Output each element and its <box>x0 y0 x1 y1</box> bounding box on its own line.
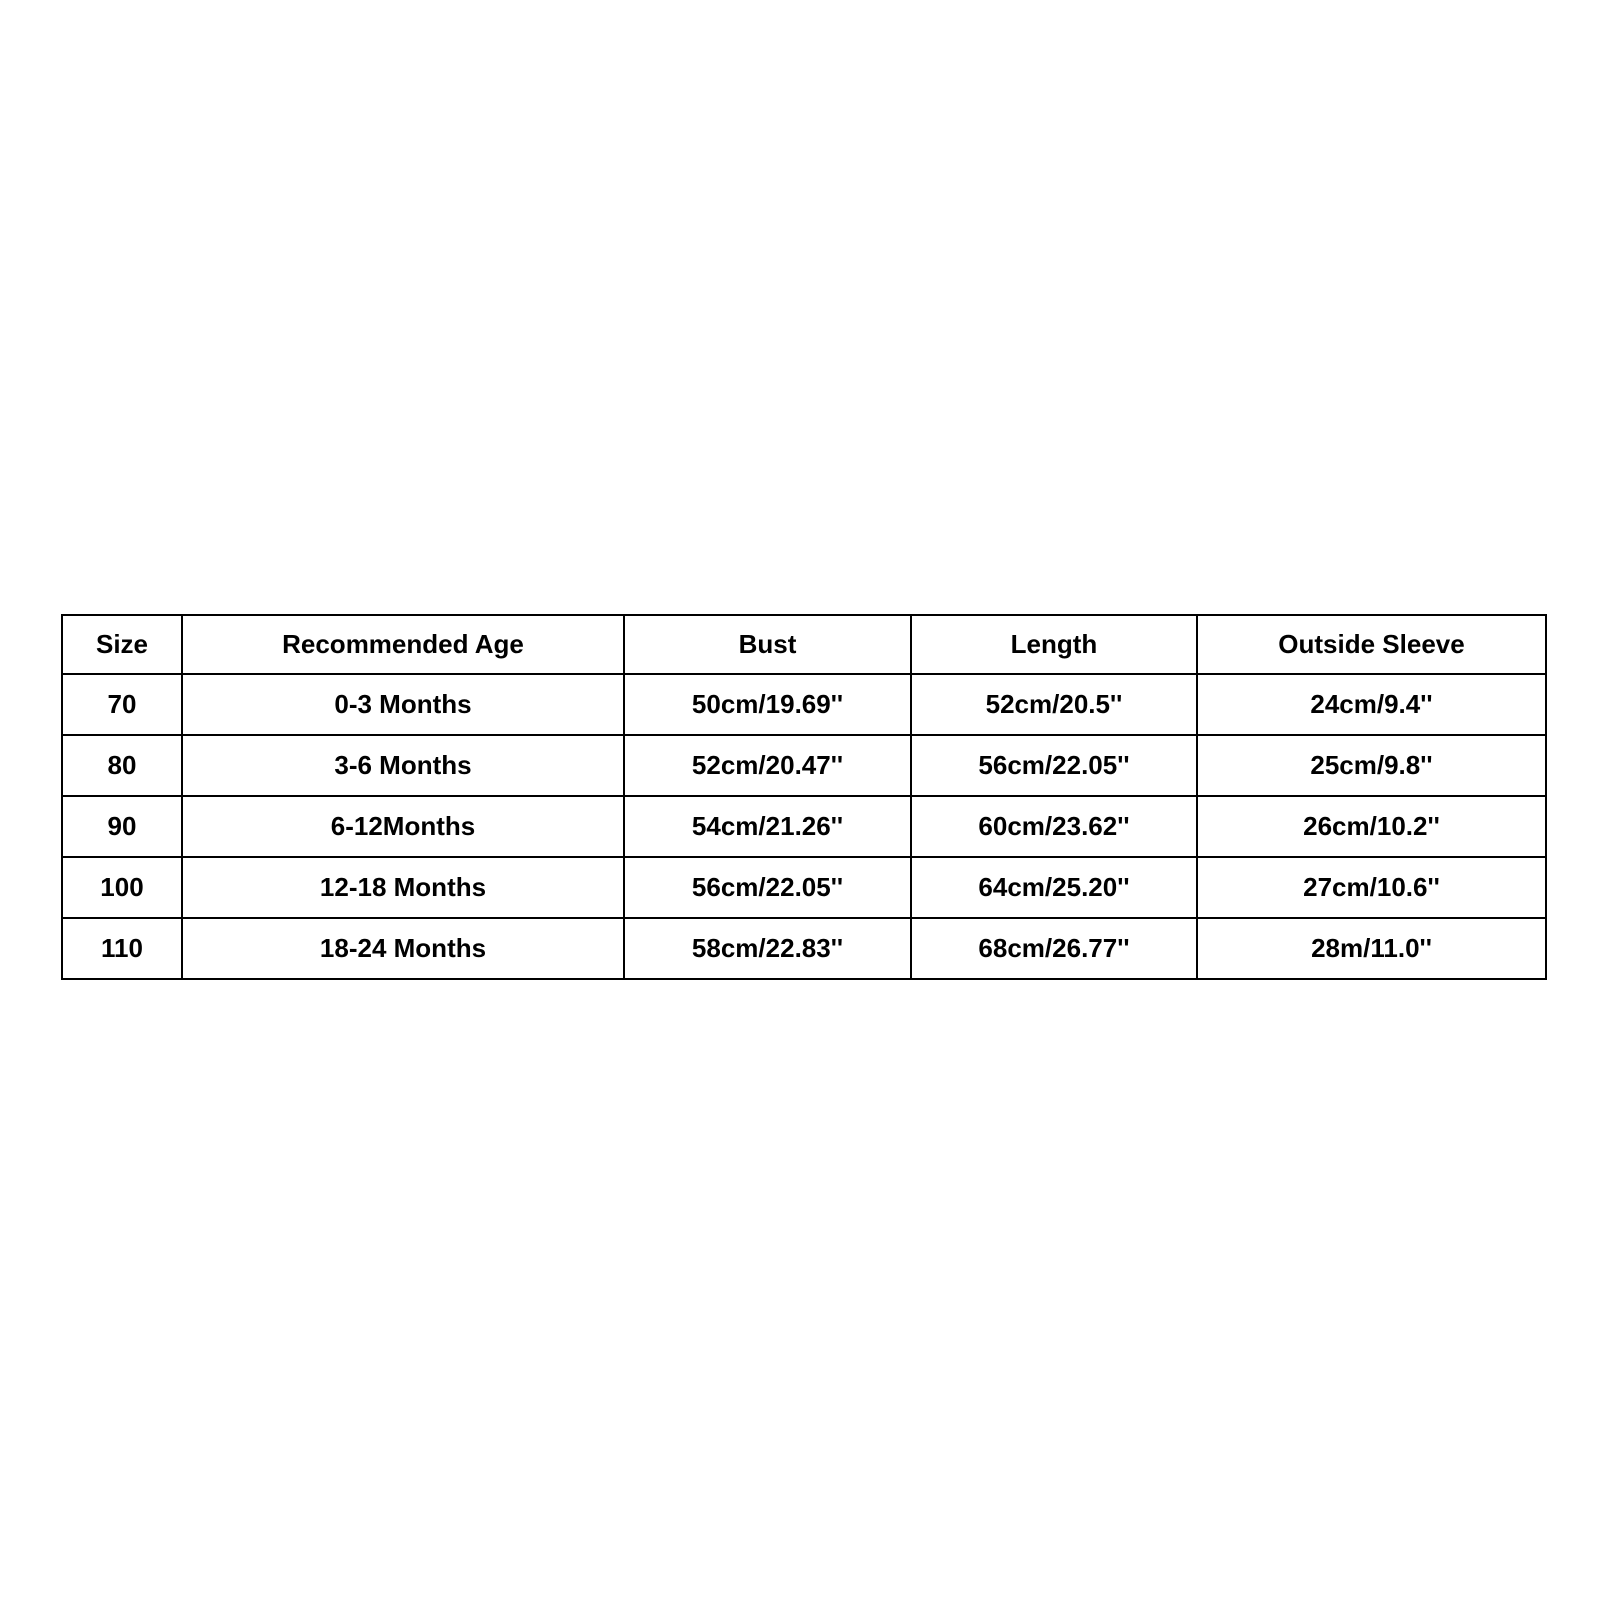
sleeve-cell: 26cm/10.2'' <box>1197 796 1546 857</box>
table-row <box>62 796 1546 857</box>
bust-cell: 56cm/22.05'' <box>624 857 911 918</box>
header-length: Length <box>911 615 1197 674</box>
header-outside-sleeve: Outside Sleeve <box>1197 615 1546 674</box>
size-cell: 80 <box>62 735 182 796</box>
table-row <box>62 857 1546 918</box>
length-cell: 68cm/26.77'' <box>911 918 1197 979</box>
size-cell: 90 <box>62 796 182 857</box>
table-body <box>62 674 1546 979</box>
table-row <box>62 918 1546 979</box>
bust-cell: 50cm/19.69'' <box>624 674 911 735</box>
table-row <box>62 735 1546 796</box>
sleeve-cell: 28m/11.0'' <box>1197 918 1546 979</box>
length-cell: 52cm/20.5'' <box>911 674 1197 735</box>
header-recommended-age: Recommended Age <box>182 615 624 674</box>
age-cell: 6-12Months <box>182 796 624 857</box>
age-cell: 0-3 Months <box>182 674 624 735</box>
length-cell: 56cm/22.05'' <box>911 735 1197 796</box>
bust-cell: 58cm/22.83'' <box>624 918 911 979</box>
size-cell: 100 <box>62 857 182 918</box>
length-cell: 64cm/25.20'' <box>911 857 1197 918</box>
table-header <box>62 615 1546 674</box>
size-cell: 70 <box>62 674 182 735</box>
size-chart-table <box>61 614 1547 980</box>
age-cell: 3-6 Months <box>182 735 624 796</box>
length-cell: 60cm/23.62'' <box>911 796 1197 857</box>
table-row <box>62 674 1546 735</box>
sleeve-cell: 25cm/9.8'' <box>1197 735 1546 796</box>
header-row <box>62 615 1546 674</box>
bust-cell: 52cm/20.47'' <box>624 735 911 796</box>
size-cell: 110 <box>62 918 182 979</box>
age-cell: 12-18 Months <box>182 857 624 918</box>
sleeve-cell: 27cm/10.6'' <box>1197 857 1546 918</box>
header-size: Size <box>62 615 182 674</box>
header-bust: Bust <box>624 615 911 674</box>
age-cell: 18-24 Months <box>182 918 624 979</box>
sleeve-cell: 24cm/9.4'' <box>1197 674 1546 735</box>
bust-cell: 54cm/21.26'' <box>624 796 911 857</box>
